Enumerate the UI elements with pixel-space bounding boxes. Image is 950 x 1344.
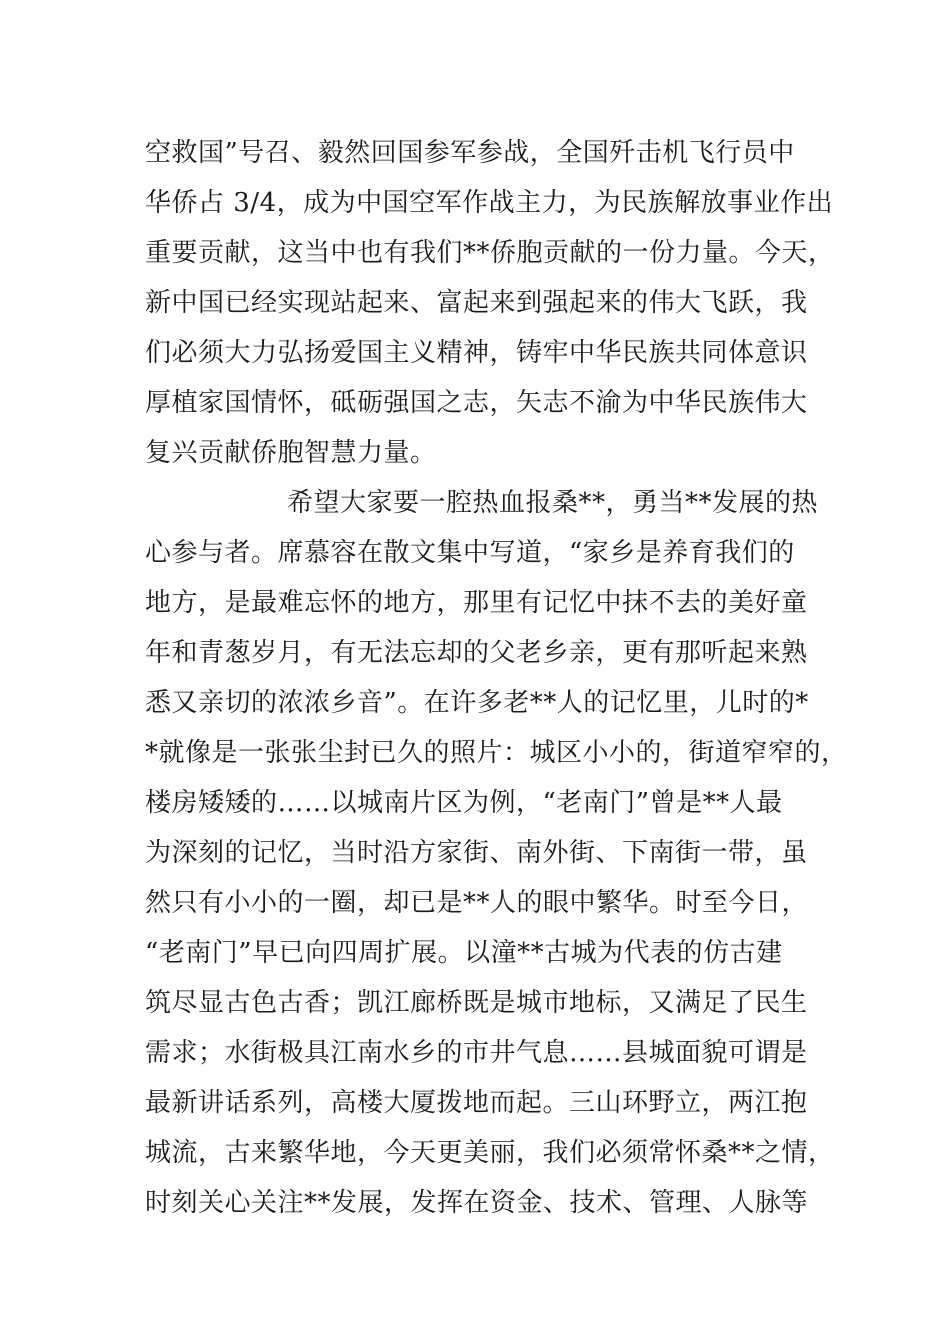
text-line: 新中国已经实现站起来、富起来到强起来的伟大飞跃，我: [145, 288, 808, 318]
text-line: 然只有小小的一圈，却已是**人的眼中繁华。时至今日，: [145, 888, 809, 918]
text-line: 楼房矮矮的……以城南片区为例，“老南门”曾是**人最: [145, 788, 783, 818]
text-line: 需求；水街极具江南水乡的市井气息……县城面貌可谓是: [145, 1038, 808, 1068]
text-line-indented: 希望大家要一腔热血报桑**，勇当**发展的热: [287, 488, 819, 518]
text-line: 华侨占 3/4，成为中国空军作战主力，为民族解放事业作出: [145, 188, 834, 218]
text-line: 空救国”号召、毅然回国参军参战，全国歼击机飞行员中: [145, 138, 795, 168]
text-line: “老南门”早已向四周扩展。以潼**古城为代表的仿古建: [145, 938, 783, 968]
text-line: 悉又亲切的浓浓乡音”。在许多老**人的记忆里，儿时的*: [145, 688, 809, 718]
text-line: 为深刻的记忆，当时沿方家街、南外街、下南街一带，虽: [145, 838, 808, 868]
text-line: 厚植家国情怀，砥砺强国之志，矢志不渝为中华民族伟大: [145, 388, 808, 418]
text-line: 城流，古来繁华地，今天更美丽，我们必须常怀桑**之情，: [145, 1138, 835, 1168]
text-line: 们必须大力弘扬爱国主义精神，铸牢中华民族共同体意识: [145, 338, 808, 368]
text-line: 心参与者。席慕容在散文集中写道，“家乡是养育我们的: [145, 538, 795, 568]
text-line: 地方，是最难忘怀的地方，那里有记忆中抹不去的美好童: [145, 588, 808, 618]
document-body: [145, 128, 848, 1228]
text-line: 最新讲话系列，高楼大厦拨地而起。三山环野立，两江抱: [145, 1088, 808, 1118]
text-line: 筑尽显古色古香；凯江廊桥既是城市地标，又满足了民生: [145, 988, 808, 1018]
text-line: 重要贡献，这当中也有我们**侨胞贡献的一份力量。今天，: [145, 238, 835, 268]
text-line: 时刻关心关注**发展，发挥在资金、技术、管理、人脉等: [145, 1188, 809, 1218]
text-line: 年和青葱岁月，有无法忘却的父老乡亲，更有那听起来熟: [145, 638, 808, 668]
text-line: *就像是一张张尘封已久的照片：城区小小的，街道窄窄的，: [145, 738, 848, 768]
paragraph-2: [145, 478, 848, 1228]
text-line: 复兴贡献侨胞智慧力量。: [145, 438, 437, 468]
paragraph-1: [145, 128, 835, 478]
